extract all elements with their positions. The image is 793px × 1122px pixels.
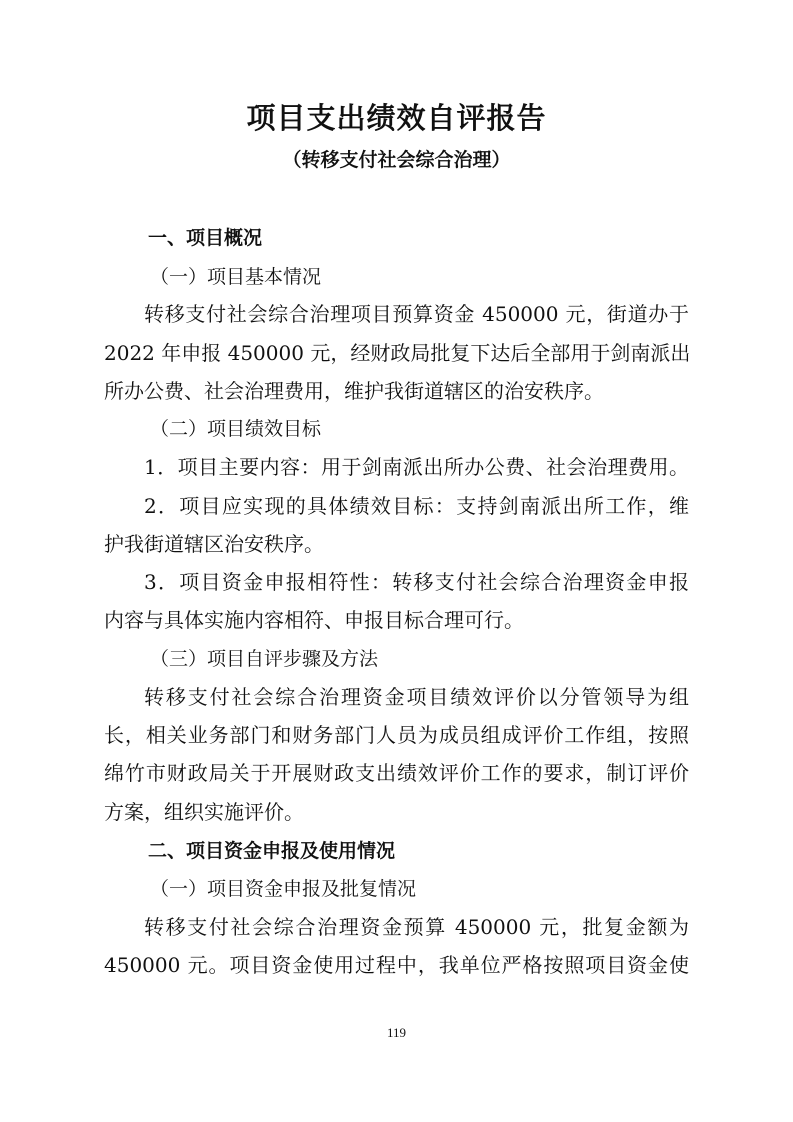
list-item: 2．项目应实现的具体绩效目标：支持剑南派出所工作，维: [144, 494, 689, 518]
subsection-title-evaluation-method: （三）项目自评步骤及方法: [150, 648, 379, 670]
paragraph-line: 转移支付社会综合治理资金预算 450000 元，批复金额为: [144, 915, 689, 939]
paragraph-line: 转移支付社会综合治理资金项目绩效评价以分管领导为组: [144, 685, 689, 709]
list-item-continuation: 护我街道辖区治安秩序。: [104, 532, 324, 556]
paragraph-line: 所办公费、社会治理费用，维护我街道辖区的治安秩序。: [104, 379, 604, 403]
subsection-title-funding-approval: （一）项目资金申报及批复情况: [150, 878, 417, 900]
list-item-continuation: 内容与具体实施内容相符、申报目标合理可行。: [104, 608, 524, 632]
paragraph-line: 方案，组织实施评价。: [104, 800, 304, 824]
section-heading-funding: 二、项目资金申报及使用情况: [148, 840, 396, 862]
subsection-title-performance-goals: （二）项目绩效目标: [150, 418, 322, 440]
paragraph-line: 长，相关业务部门和财务部门人员为成员组成评价工作组，按照: [104, 723, 689, 747]
paragraph-line: 绵竹市财政局关于开展财政支出绩效评价工作的要求，制订评价: [104, 761, 689, 785]
document-subtitle: （转移支付社会综合治理）: [282, 149, 511, 171]
subsection-title-basic-info: （一）项目基本情况: [150, 266, 322, 288]
document-title: 项目支出绩效自评报告: [246, 101, 547, 135]
page-number: 119: [386, 1025, 407, 1040]
list-item: 3．项目资金申报相符性：转移支付社会综合治理资金申报: [144, 570, 689, 594]
section-heading-overview: 一、项目概况: [148, 227, 263, 249]
paragraph-line: 450000 元。项目资金使用过程中，我单位严格按照项目资金使: [104, 953, 689, 977]
paragraph-line: 2022 年申报 450000 元，经财政局批复下达后全部用于剑南派出: [104, 341, 691, 365]
paragraph-line: 转移支付社会综合治理项目预算资金 450000 元，街道办于: [144, 302, 689, 326]
list-item: 1．项目主要内容：用于剑南派出所办公费、社会治理费用。: [144, 455, 689, 479]
